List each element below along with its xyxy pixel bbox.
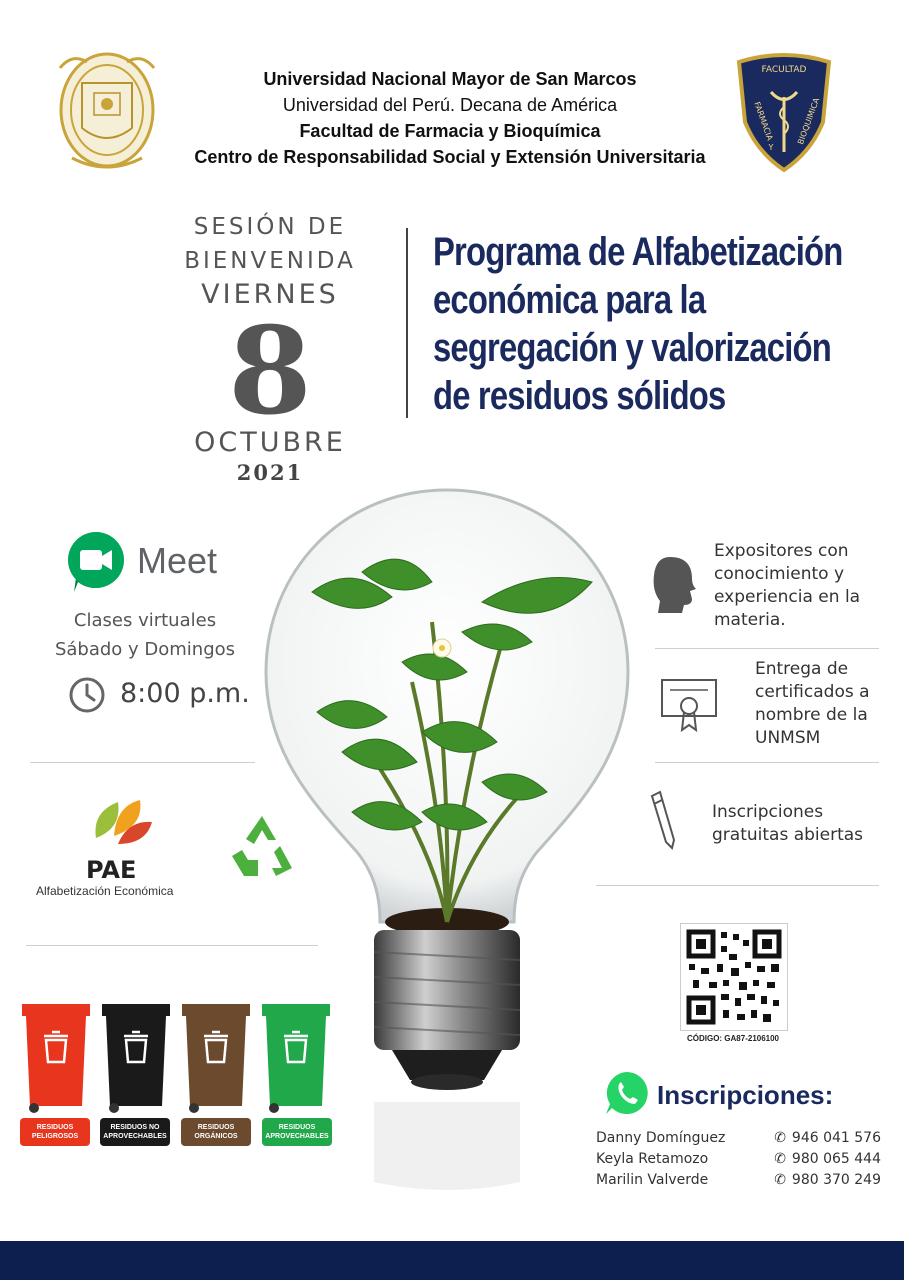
bin-label-recyclable-l1: RESIDUOS <box>278 1124 316 1131</box>
recycle-icon <box>224 812 300 892</box>
registration-title: Inscripciones: <box>657 1080 834 1110</box>
phone-icon: ✆ <box>774 1151 786 1167</box>
pae-subtitle: Alfabetización Económica <box>36 884 174 898</box>
left-divider-1 <box>30 762 255 763</box>
free-line-2: gratuitas abiertas <box>712 825 864 845</box>
cert-line-1: Entrega de <box>755 659 849 679</box>
bin-label-organic-l1: RESIDUOS <box>197 1124 235 1131</box>
free-registration-text <box>712 801 882 847</box>
certificate-text <box>755 658 885 750</box>
class-time: 8:00 p.m. <box>120 678 250 709</box>
title-line-3: segregación y valorización <box>433 326 831 370</box>
bin-label-hazardous <box>20 1118 90 1146</box>
experts-line-2: conocimiento y <box>714 564 845 584</box>
header-line-3: Facultad de Farmacia y Bioquímica <box>299 121 601 141</box>
right-divider-1 <box>655 648 879 649</box>
whatsapp-icon <box>604 1070 650 1120</box>
right-divider-2 <box>655 762 879 763</box>
cert-line-3: nombre de la <box>755 705 868 725</box>
session-weekday: VIERNES <box>201 279 339 310</box>
header-line-1: Universidad Nacional Mayor de San Marcos <box>263 69 637 89</box>
session-month: OCTUBRE <box>194 427 346 458</box>
badge-right-text: BIOQUIMICA <box>796 96 822 146</box>
header-line-2: Universidad del Perú. Decana de América <box>282 95 618 115</box>
pae-name: PAE <box>86 856 137 884</box>
bin-label-recyclable <box>262 1118 332 1146</box>
bin-recyclable <box>262 1004 330 1113</box>
title-line-4: de residuos sólidos <box>433 374 726 418</box>
title-divider <box>406 228 408 418</box>
bin-label-non-recyclable-l2: APROVECHABLES <box>103 1133 167 1140</box>
contact-phone-group <box>774 1170 881 1191</box>
session-date-block <box>170 210 370 485</box>
experts-text <box>714 540 889 632</box>
contact-phone[interactable]: 946 041 576 <box>791 1130 881 1146</box>
contact-phone-group <box>774 1149 881 1170</box>
cert-line-2: certificados a <box>755 682 870 702</box>
contact-phone-group <box>774 1128 881 1149</box>
session-year: 2021 <box>236 460 304 485</box>
pencil-icon <box>648 790 678 854</box>
session-day: 8 <box>228 301 312 442</box>
classes-line-1: Clases virtuales <box>73 610 217 631</box>
qr-code-caption: CÓDIGO: GA87-2106100 <box>686 1034 780 1043</box>
phone-icon: ✆ <box>774 1130 786 1146</box>
badge-left-text: FARMACIA <box>752 100 775 142</box>
free-line-1: Inscripciones <box>712 802 824 822</box>
badge-top-text: FACULTAD <box>761 65 807 75</box>
footer-bar <box>0 1241 904 1280</box>
contact-name: Marilin Valverde <box>596 1172 709 1188</box>
program-title <box>433 228 868 420</box>
university-seal-logo <box>52 48 162 180</box>
bin-label-hazardous-l2: PELIGROSOS <box>31 1133 79 1140</box>
bin-label-recyclable-l2: APROVECHABLES <box>265 1133 329 1140</box>
faculty-badge-logo <box>731 52 837 178</box>
university-header <box>170 66 730 170</box>
contact-phone[interactable]: 980 370 249 <box>791 1172 881 1188</box>
session-line-2: BIENVENIDA <box>184 248 356 274</box>
bin-label-non-recyclable <box>100 1118 170 1146</box>
classes-line-2: Sábado y Domingos <box>54 639 236 660</box>
contact-row <box>596 1149 881 1170</box>
contact-phone[interactable]: 980 065 444 <box>791 1151 881 1167</box>
title-line-1: Programa de Alfabetización <box>433 230 843 274</box>
google-meet-icon <box>66 530 126 598</box>
bin-label-organic-l2: ORGÁNICOS <box>194 1133 238 1140</box>
experts-line-3: experiencia en la <box>714 587 861 607</box>
clock-icon <box>68 676 106 718</box>
bin-label-organic <box>181 1118 251 1146</box>
title-line-2: económica para la <box>433 278 706 322</box>
meet-label: Meet <box>137 540 218 581</box>
header-line-4: Centro de Responsabilidad Social y Extensión Universitaria <box>194 147 706 167</box>
contact-name: Keyla Retamozo <box>596 1151 709 1167</box>
pae-leaves-logo <box>88 796 154 856</box>
bin-hazardous <box>22 1004 90 1113</box>
badge-mid-text: Y <box>768 143 774 152</box>
contact-name: Danny Domínguez <box>596 1130 726 1146</box>
contacts-list <box>596 1128 881 1191</box>
phone-icon: ✆ <box>774 1172 786 1188</box>
bin-label-non-recyclable-l1: RESIDUOS NO <box>110 1124 160 1131</box>
bin-organic <box>182 1004 250 1113</box>
bin-non-recyclable <box>102 1004 170 1113</box>
left-divider-2 <box>26 945 318 946</box>
contact-row <box>596 1128 881 1149</box>
right-divider-3 <box>596 885 879 886</box>
speaker-head-icon <box>652 555 696 619</box>
experts-line-4: materia. <box>714 610 786 630</box>
classes-info <box>40 606 250 664</box>
contact-row <box>596 1170 881 1191</box>
experts-line-1: Expositores con <box>714 541 849 561</box>
session-line-1: SESIÓN DE <box>193 214 347 240</box>
bin-label-hazardous-l1: RESIDUOS <box>36 1124 74 1131</box>
cert-line-4: UNMSM <box>755 728 821 748</box>
certificate-icon <box>660 676 718 736</box>
qr-code-image <box>680 923 788 1031</box>
